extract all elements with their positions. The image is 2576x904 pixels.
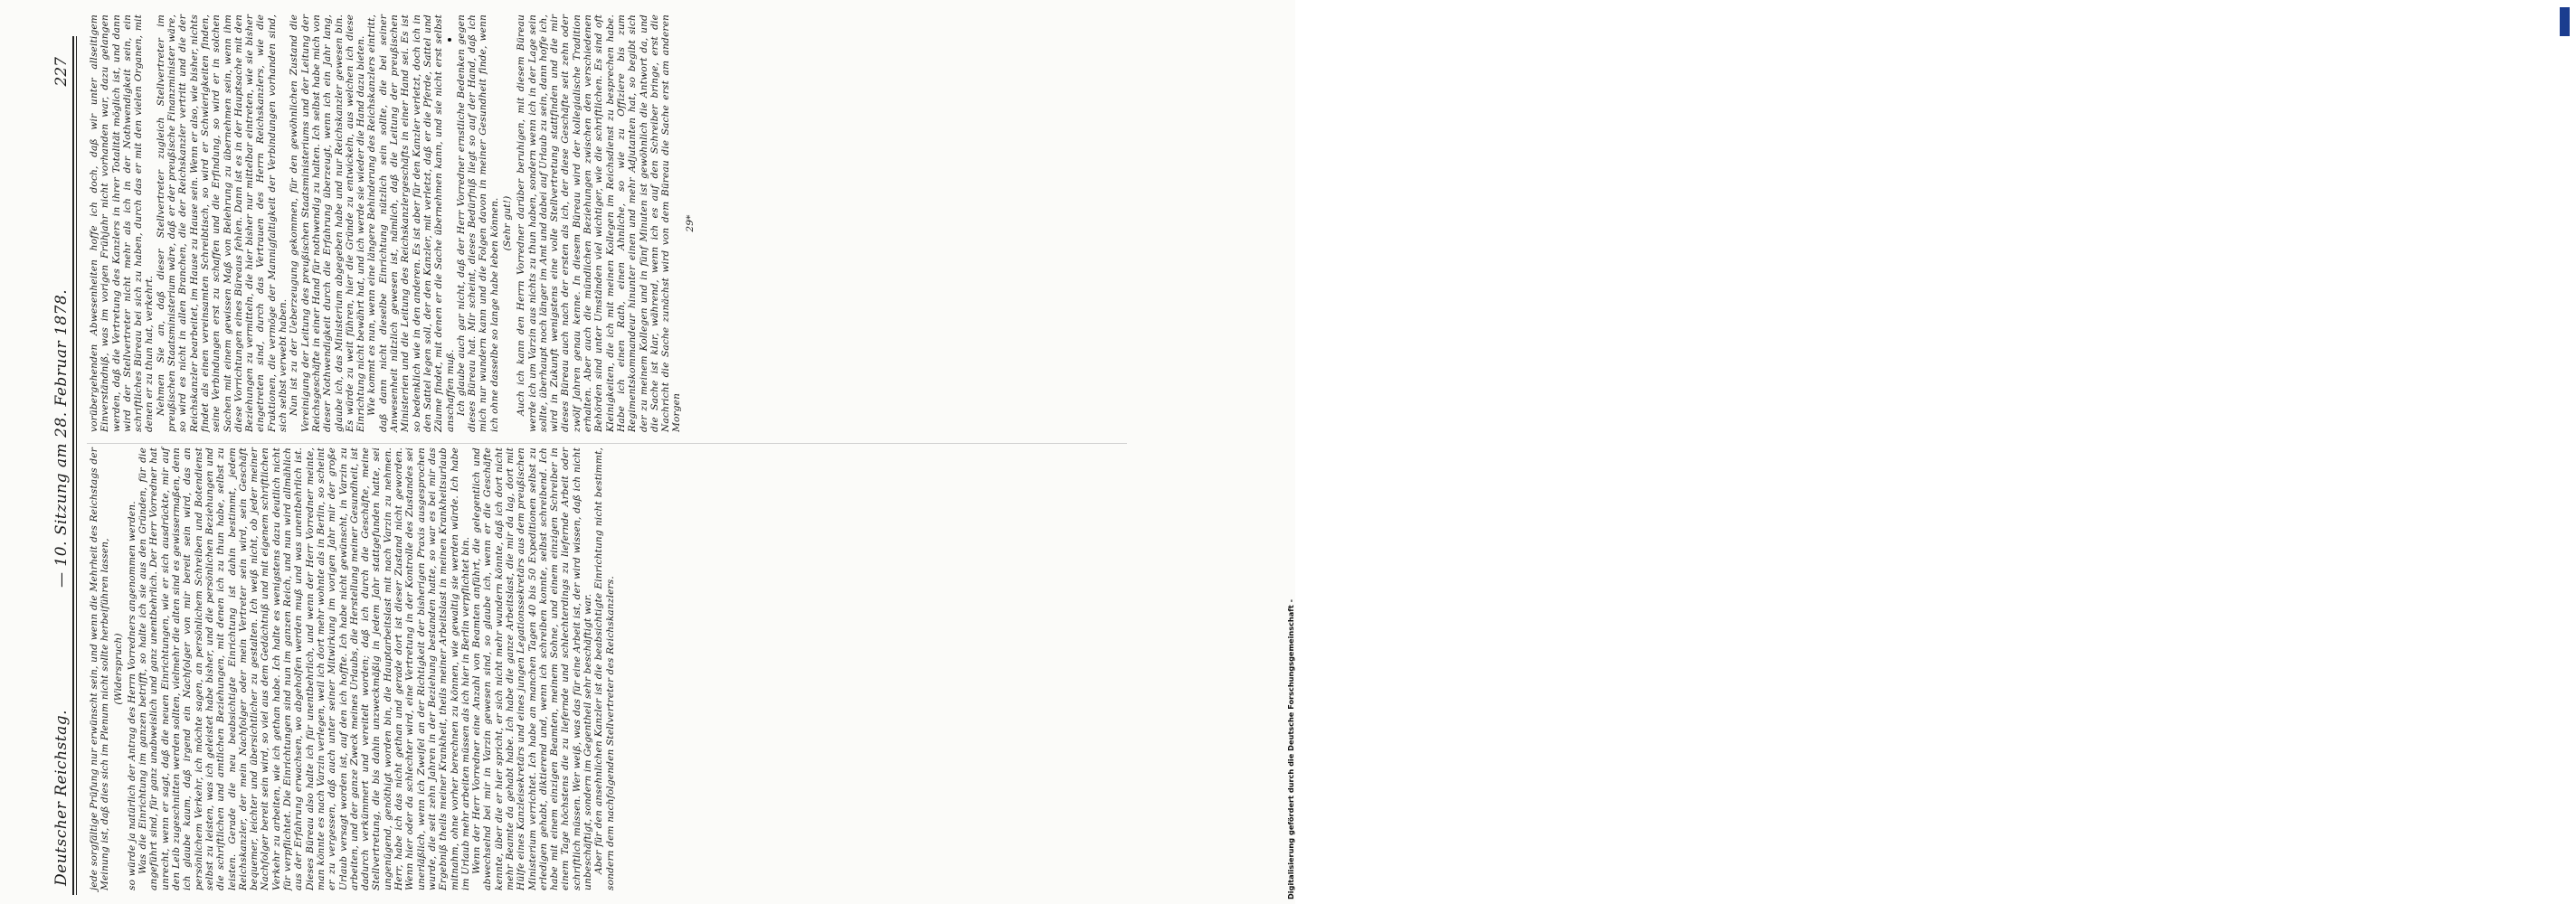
paragraph: Nun ist zu der Ueberzeugung gekommen, für den gewöhnlichen Zustand die Vereinigung der Leitung des preußischen Staatsministeriums und der Leitung der Reichsgeschäfte in einer Hand für nothwendig zu halten. Ich selbst habe mich von dieser Nothwendigkeit durch die Erfahrung überzeugt, wenn ich ein Jahr lang, glaube ich, das Ministerium abgegeben habe und nur Reichskanzler gewesen bin. Es würde zu weit führen, hier die Gründe zu entwickeln, aus welchen ich diese Einrichtung nicht bewährt hat, und ich werde sie wieder die Hand dazu bieten.: [289, 14, 367, 432]
paragraph: Nehmen Sie an, daß dieser Stellvertreter zugleich Stellvertreter im preußischen Staatsministerium wäre, daß er der preußische Finanzminister wäre, so wird es nicht in allen Branchen, die der Reichskanzler vertritt und die der Reichskanzler bearbeitet, im Hause zu Hause sein. Wenn er also, wie bisher, nichts findet als einen vereinsamten Schreibtisch, so wird er Schwierigkeiten finden, seine Verbindungen erst zu schaffen und die Erfindung, so wird er in solchen Sachen mit einem gewissen Maß von Belehrung zu übernehmen sein, wenn ihm diese Vorrichtungen eines Büreaus fehlen. Dann ist es in der Hauptsache mit den Beziehungen zu vermitteln, die hier bisher nur mittelbar eintreten, wie sie bisher eingetreten sind, durch das Vertrauen des Herrn Reichskanzlers, wie die Fraktionen, die vermöge der Mannigfaltigkeit der Verbindungen vorhanden sind, sich selbst verwebt haben.: [155, 14, 289, 432]
paragraph: jede sorgfältige Prüfung nur erwünscht sein, und wenn die Mehrheit des Reichstags der Meinung ist, daß dies sich im Plenum nicht sollte herbeiführen lassen,: [89, 447, 111, 890]
interjection: (Sehr gut!): [501, 195, 513, 251]
header-left: Deutscher Reichstag.: [52, 710, 71, 886]
column-rule: [87, 443, 1127, 444]
dfg-logo-icon: [2560, 7, 2576, 36]
paragraph: vorübergehenden Abwesenheiten hoffe ich doch, daß wir unter allseitigem Einverständniß, was im vorigen Frühjahr nicht vorhanden war, dazu gelangen werden, daß die Vertretung des Kanzlers in ihrer Totalität möglich ist, und dann wird der Stellvertreter nicht mehr als ich in der Nothwendigkeit sein, ein schriftliches Büreau bei sich zu haben, durch das er mit den vielen Organen, mit denen er zu thun hat, verkehrt.: [89, 14, 156, 432]
paragraph: so würde ja natürlich der Antrag des Herrn Vorredners angenommen werden.: [126, 501, 137, 890]
running-header: [52, 50, 71, 895]
digitization-credit: Digitalisierung gefördert durch die Deutsche Forschungsgemeinschaft -: [1286, 598, 1295, 899]
column-divider: [83, 445, 84, 452]
header-center: — 10. Sitzung am 28. Februar 1878.: [52, 288, 71, 588]
paragraph: Ich glaube auch gar nicht, daß der Herr Vorredner ernstliche Bedenken gegen dieses Büreau hat. Mir scheint, dieses Bedürfniß liegt so auf der Hand, daß ich mich nur wundern kann und die Folgen davon in meiner Gesundheit finde, wenn ich ohne dasselbe so lange habe leben können.: [455, 14, 500, 432]
paragraph: Auch ich kann den Herrn Vorredner darüber beruhigen, mit diesem Büreau werde ich um Varzin aus nichts zu thun haben, sondern wenn ich in der Lage sein sollte, überhaupt noch länger im Amt und dabei auf Urlaub zu sein, dann hoffe ich, wird in Zukunft wenigstens eine volle Stellvertretung stattfinden und die mir dieses Büreau auch nach der ersten als ich, der diese Geschäfte seit zehn oder zwölf Jahren genau kenne. In diesem Büreau wird der kollegialische Tradition erhalten. Aber auch die mündlichen Beziehungen zwischen den verschiedenen Behörden sind unter Umständen viel wichtiger, wie die schriftlichen. Es sind oft Kleinigkeiten, die ich mit meinen Kollegen im Reichsdienst zu besprechen habe. Habe ich einen Rath, einen Ahnliche, so wie zu Offiziere bis zum Regimentskommandeur hinunter einen und mehr Adjutanten hat, so begibt sich der zu meinem Kollegen und in fünf Minuten ist gewöhnlich die Antwort da, und die Sache ist klar, während, wenn ich es auf den Schreiber bringe, erst die Nachricht die Sache zunächst wird von dem Büreau die Sache erst am anderen Morgen: [516, 14, 683, 432]
header-rule-thin: [76, 36, 77, 895]
header-rule: [72, 36, 74, 895]
dfg-logo-text: DFG: [2569, 19, 2576, 34]
right-column: [89, 14, 698, 432]
left-column: [89, 447, 616, 890]
interjection: (Widerspruch): [112, 633, 124, 705]
signature-mark: 29*: [684, 214, 696, 232]
ink-dot: [448, 38, 451, 42]
paragraph: Wie kommt es nun, wenn eine längere Behinderung des Reichskanzlers eintritt, daß dann nicht dieselbe Einrichtung nützlich sein sollte, die bei seiner Anwesenheit nützlich gewesen ist, nämlich, daß die Leitung der preußischen Ministerien und die Leitung des Reichskanzlergeschäfts in einer Hand sei. Es ist so bedenklich wie in den anderen. Es ist aber für den Kanzler verletzt, doch ich in den Sattel legen soll, der den Kanzler, mit verletzt, daß er die Pferde, Sattel und Zäume findet, mit denen er die Sache übernehmen kann, und sie nicht erst selbst anschaffen muß.: [366, 14, 456, 432]
page-number: 227: [52, 57, 71, 87]
paragraph: Wenn der Herr Vorredner eine Anzahl von Beamten anführt, die gelegentlich und abwechselnd bei mir in Varzin gewesen sind, so glaube ich, wenn er die Geschäfte kennte, über die er hier spricht, er sich nicht mehr wundern könnte, daß ich dort nicht mehr Beamte da gehabt habe. Ich habe die ganze Arbeitslast, die mir da lag, dort mit Hülfe eines Kanzleisekretärs und eines jungen Legationssekretärs aus dem preußischen Ministerium verrichtet. Ich habe an manchen Tagen 40 bis 50 Expeditionen selbst zu erledigen gehabt, diktierend und, wenn ich schreiben konnte, selbst schreibend. Ich habe mit einem einzigen Beamten, meinem Sohne, und einem einzigen Schreiber in einem Tage höchstens die zu liefernde und schlechterdings zu liefernde Arbeit oder schriftlich müssen. Wer weiß, was das für eine Arbeit ist, der wird wissen, daß ich nicht unbeschäftigt, sondern im Gegentheil sehr beschäftigt war.: [471, 447, 594, 890]
paragraph: Was die Einrichtung im ganzen betrifft, so halte ich sie aus den Gründen, für die angeführt sind, für ganz unabweislich und ganz unentbehrlich. Der Herr Vorredner hat unrecht, wenn er sagt, daß die neuen Einrichtungen, wie er sich ausdrückte, mir auf den Leib zugeschnitten werden sollten, vielmehr die alten sind es gewissermaßen, denn ich glaube kaum, daß irgend ein Nachfolger von mir bereit sein wird, das an persönlichem Verkehr, ich möchte sagen, an persönlichem Schreiben und Botendienst selbst zu leisten, was ich geleistet habe bisher, und die persönlichen Beziehungen und die schriftlichen und amtlichen Beziehungen, mit denen ich zu thun habe, selbst zu leisten. Gerade die neu beabsichtigte Einrichtung ist dahin bestimmt, jedem Reichskanzler, der mein Nachfolger oder mein Vertreter sein wird, sein Geschäft bequemer, leichter und übersichtlicher zu gestalten. Ich weiß nicht, ob jeder meiner Nachfolger bereit sein wird, so viel aus dem Gedächtniß und mit eigenem schriftlichen Verkehr zu arbeiten, wie ich gethan habe. Ich halte es wenigstens dazu deutlich nicht für verpflichtet. Die Einrichtungen sind nun im ganzen Reich, und nun wird allmählich aus der Erfahrung erwachsen, wo abgeholfen werden muß und was unentbehrlich ist. Dieses Büreau also halte ich für unentbehrlich, und wenn der Herr Vorredner meinte, man könnte es nach Varzin verlegen, weil ich dort mehr wohnte als in Berlin, so scheint er zu vergessen, daß auch unter seiner Mitwirkung im vorigen Jahr mir der große Urlaub versagt worden ist, auf den ich hoffte. Ich habe nicht gewünscht, in Varzin zu arbeiten, und der ganze Zweck meines Urlaubs, die Herstellung meiner Gesundheit, ist dadurch verkümmert und vereitelt worden; daß ich durch die Geschäfte, meine Stellvertretung, die bis dahin unzweckmäßig in jedem Jahr stattgefunden hatte, sei ungenügend, genöthigt worden bin, die Hauptarbeitslast mit nach Varzin zu nehmen. Herr, habe ich das nicht gethan und gerade dort ist dieser Zustand nicht geworden. Wenn hier oder da schlechter wird, eine Vertretung in der Kontrolle des Zustandes sei unerläßlich, wenn ich Zweifel an der Richtigkeit der bisherigen Praxis ausgesprochen wurde, die seit zehn Jahren in der Beziehung bestanden hatte, so war es bei mir das Ergebniß theils meiner Krankheit, theils meiner Arbeitslast in meinen Krankheitsurlaub mitnahm, ohne vorher berechnen zu können, wie gewaltig sie werden würde. Ich habe im Urlaub mehr arbeiten müssen als ich hier in Berlin verpflichtet bin.: [137, 447, 471, 890]
paragraph: Aber für den ansehnlichen Kanzler ist die beabsichtigte Einrichtung nicht bestimmt, sondern dem nachfolgenden Stellvertreter des Reichskanzlers.: [593, 447, 616, 890]
